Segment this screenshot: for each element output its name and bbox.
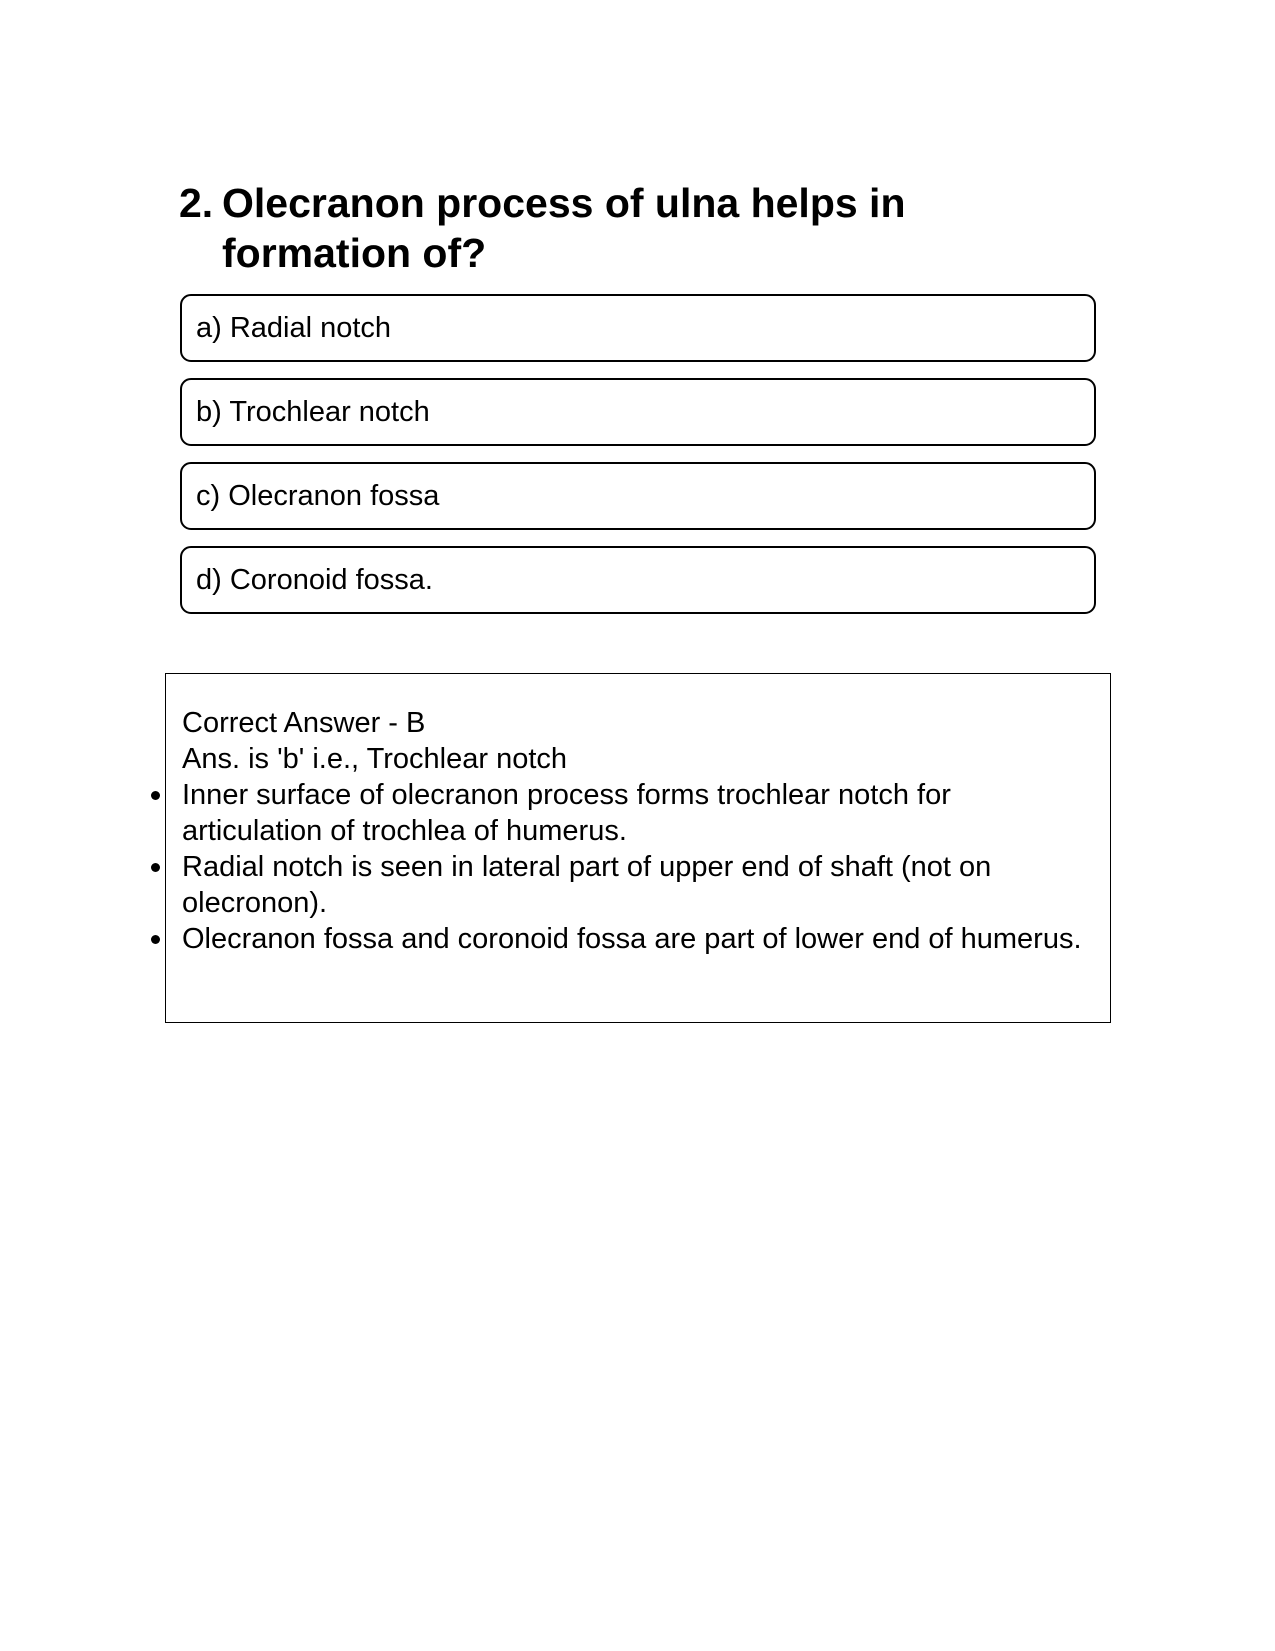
option-c[interactable]: c) Olecranon fossa <box>180 462 1096 530</box>
answer-box <box>165 673 1111 1023</box>
bullet-dot-icon <box>151 863 160 872</box>
bullet-dot-icon <box>151 791 160 800</box>
option-b[interactable]: b) Trochlear notch <box>180 378 1096 446</box>
option-a[interactable]: a) Radial notch <box>180 294 1096 362</box>
bullet-text: Inner surface of olecranon process forms trochlear notch for articulation of trochlea of humerus. <box>182 779 951 847</box>
bullet-text: Olecranon fossa and coronoid fossa are part of lower end of humerus. <box>182 923 1082 955</box>
explanation-bullets <box>182 777 1082 957</box>
question-number: 2. <box>179 180 214 226</box>
bullet-item <box>182 921 1082 957</box>
correct-answer-text: Correct Answer - B <box>182 707 426 739</box>
bullet-item <box>182 777 1082 849</box>
bullet-item <box>182 849 1082 921</box>
options-list <box>180 294 1096 630</box>
question-text: Olecranon process of ulna helps in formation of? <box>222 180 906 276</box>
answer-explanation: Ans. is 'b' i.e., Trochlear notch <box>182 743 568 775</box>
question-heading <box>179 178 939 278</box>
option-d[interactable]: d) Coronoid fossa. <box>180 546 1096 614</box>
answer-content <box>182 705 1082 957</box>
bullet-text: Radial notch is seen in lateral part of upper end of shaft (not on olecronon). <box>182 851 992 919</box>
bullet-dot-icon <box>151 935 160 944</box>
